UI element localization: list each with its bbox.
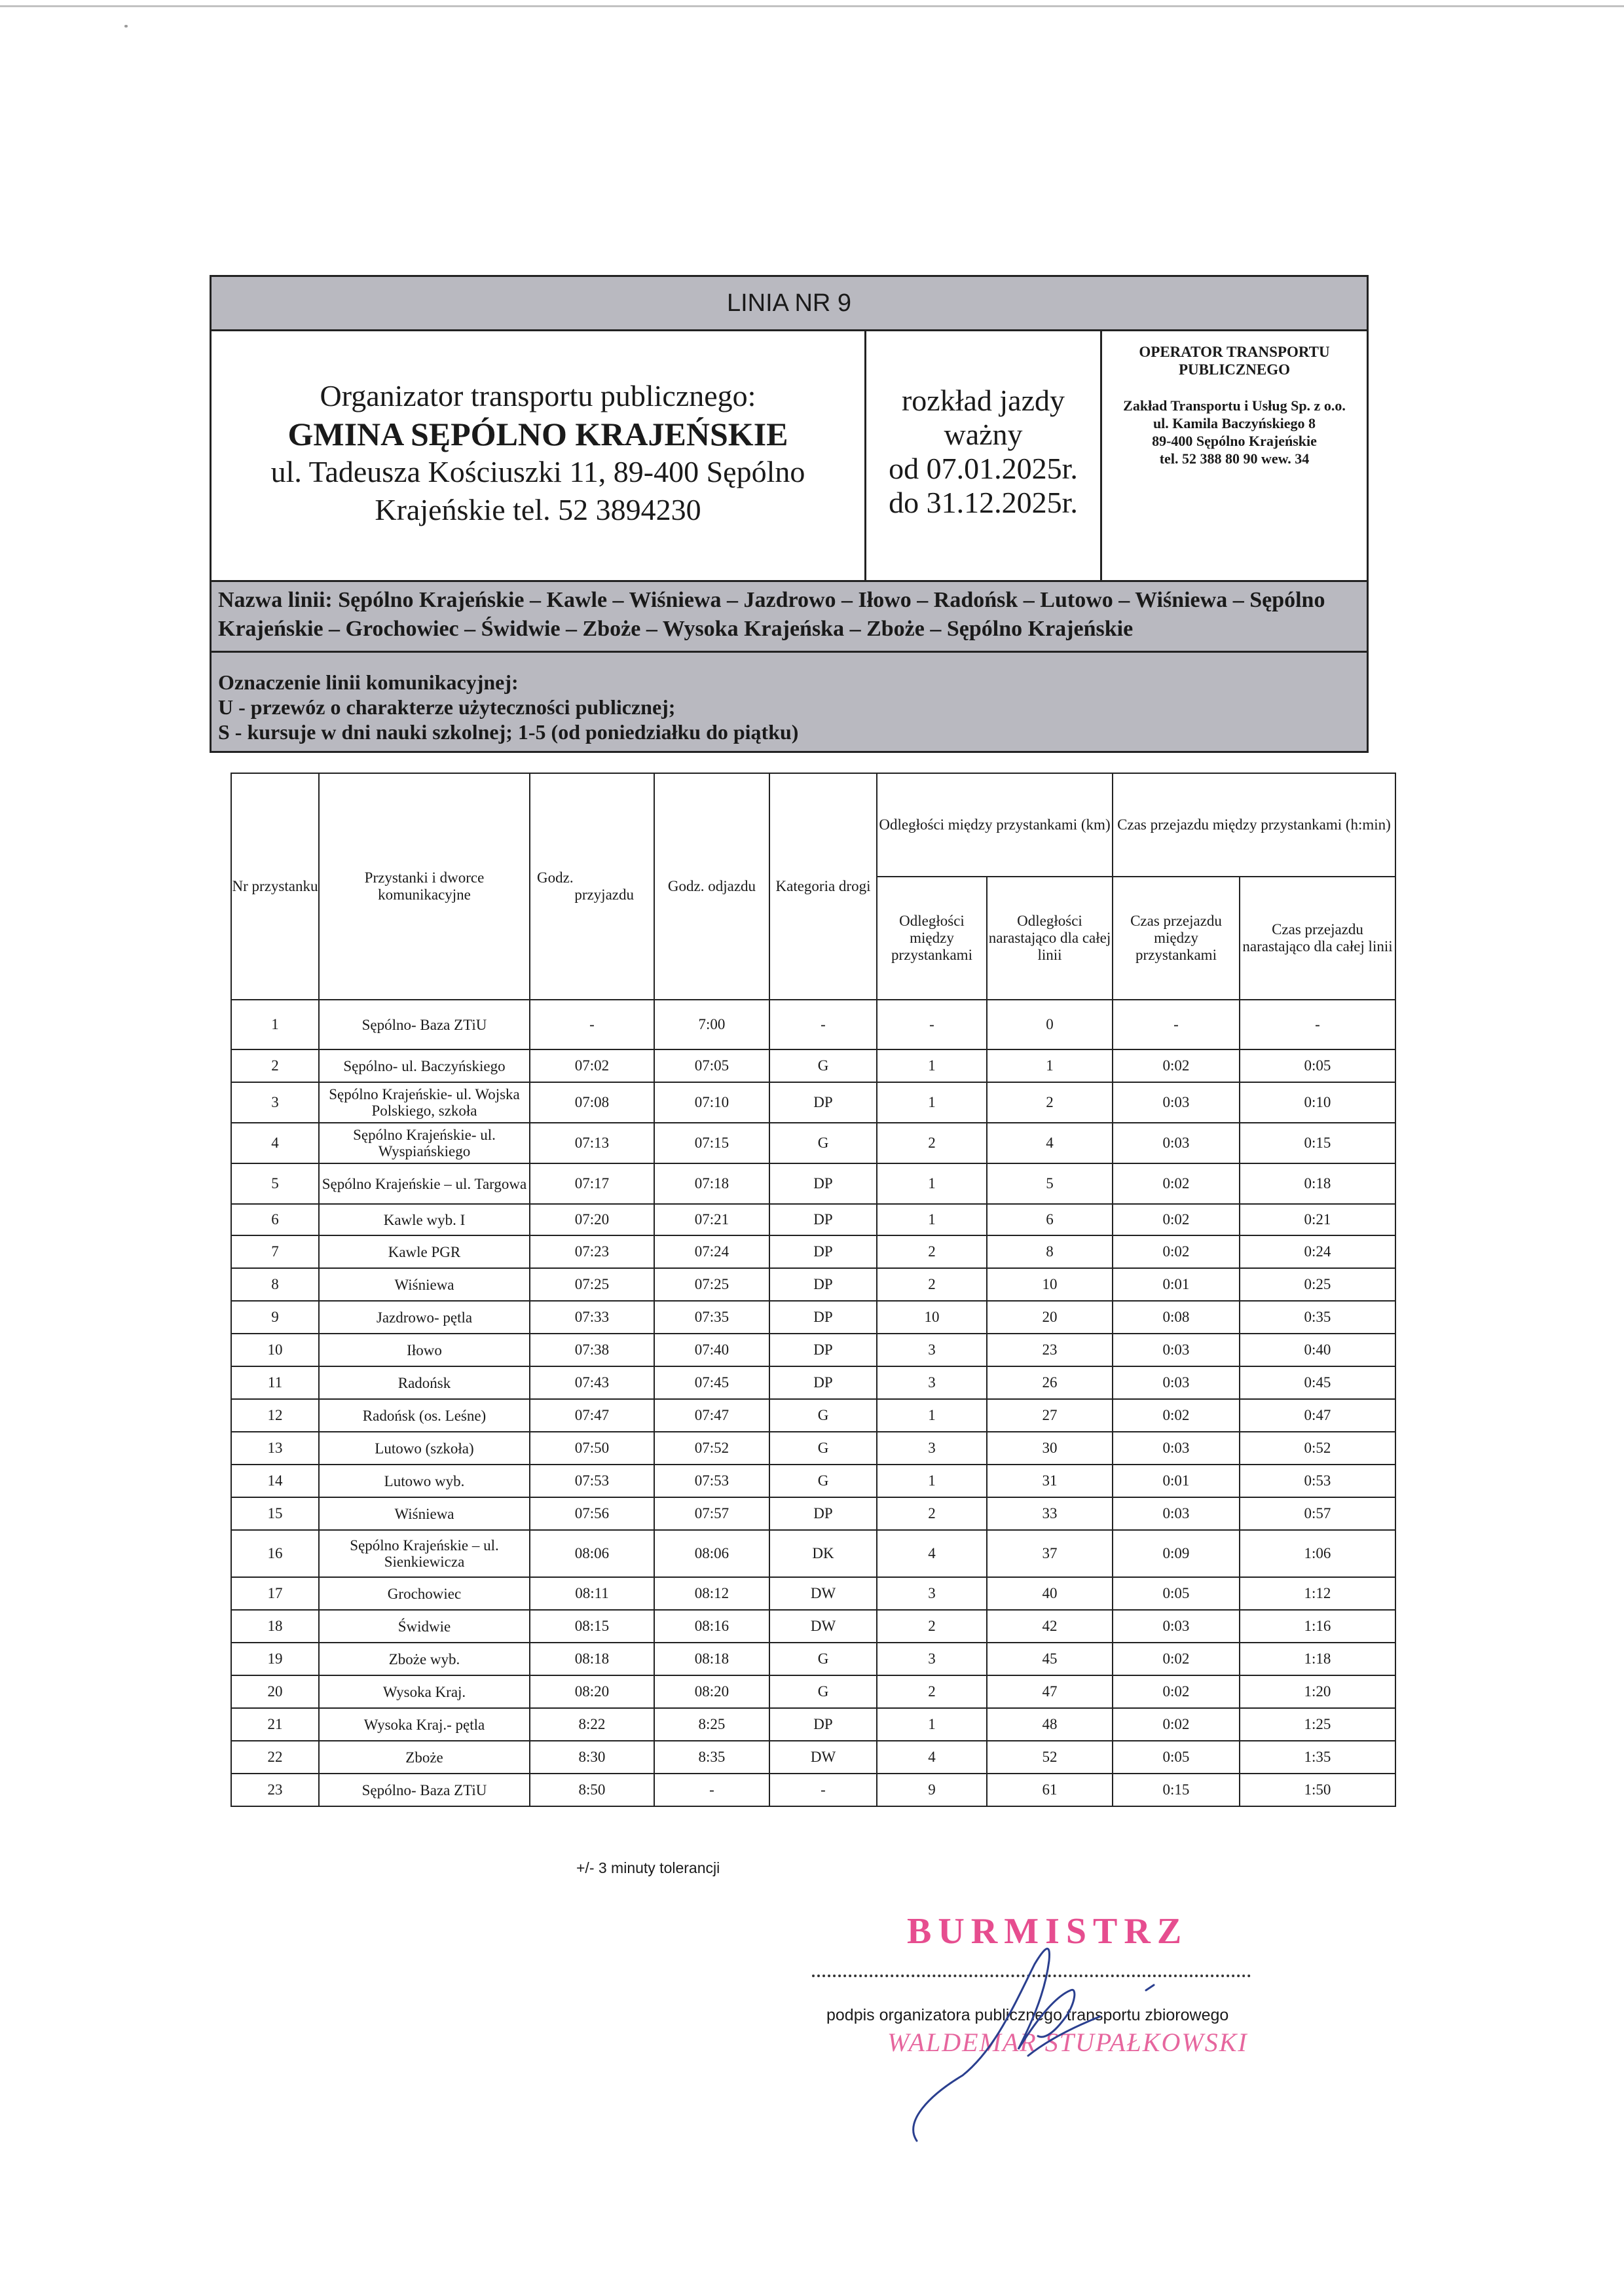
line-title: LINIA NR 9: [212, 277, 1367, 331]
cell-departure: 07:53: [654, 1465, 769, 1497]
cell-nr: 23: [231, 1774, 319, 1806]
signature-stroke: [913, 1948, 1154, 2141]
cell-arrival: 07:13: [530, 1123, 654, 1163]
cell-arrival: 08:11: [530, 1577, 654, 1610]
cell-category: DP: [769, 1163, 877, 1204]
validity-cell: [866, 331, 1102, 580]
col-header-arrival-1: Godz.: [537, 869, 574, 886]
cell-stop: Zboże wyb.: [319, 1643, 530, 1675]
validity-line-4: do 31.12.2025r.: [889, 486, 1078, 519]
cell-time-cum: 0:24: [1240, 1235, 1395, 1268]
cell-dist-cum: 4: [987, 1123, 1113, 1163]
cell-stop: Lutowo wyb.: [319, 1465, 530, 1497]
line-name-value: Sępólno Krajeńskie – Kawle – Wiśniewa – Jazdrowo – Iłowo – Radońsk – Lutowo – Wiśniewa – Sępólno Krajeńskie – Grochowiec – Świdwie – Zboże – Wysoka Krajeńska – Zboże – Sępólno Krajeńskie: [218, 588, 1325, 641]
cell-departure: 07:18: [654, 1163, 769, 1204]
cell-dist-between: 4: [877, 1741, 987, 1774]
cell-arrival: 08:06: [530, 1530, 654, 1577]
table-row: [231, 1123, 1395, 1163]
table-row: [231, 1530, 1395, 1577]
cell-time-between: 0:01: [1113, 1465, 1240, 1497]
signatory-name-stamp: WALDEMAR STUPAŁKOWSKI: [887, 2028, 1248, 2057]
cell-stop: Świdwie: [319, 1610, 530, 1643]
cell-time-cum: 0:45: [1240, 1366, 1395, 1399]
cell-departure: 8:25: [654, 1708, 769, 1741]
cell-dist-between: 1: [877, 1082, 987, 1123]
cell-departure: 08:18: [654, 1643, 769, 1675]
cell-stop: Wysoka Kraj.- pętla: [319, 1708, 530, 1741]
cell-category: G: [769, 1123, 877, 1163]
cell-time-cum: 1:06: [1240, 1530, 1395, 1577]
table-row: [231, 1643, 1395, 1675]
cell-departure: 07:21: [654, 1204, 769, 1235]
cell-category: DW: [769, 1577, 877, 1610]
cell-time-between: 0:02: [1113, 1708, 1240, 1741]
cell-time-cum: 0:53: [1240, 1465, 1395, 1497]
table-row: [231, 1366, 1395, 1399]
cell-time-cum: 1:18: [1240, 1643, 1395, 1675]
cell-time-cum: -: [1240, 1000, 1395, 1049]
cell-arrival: 08:15: [530, 1610, 654, 1643]
cell-dist-between: 2: [877, 1235, 987, 1268]
cell-dist-cum: 6: [987, 1204, 1113, 1235]
cell-time-between: 0:02: [1113, 1235, 1240, 1268]
cell-nr: 3: [231, 1082, 319, 1123]
organizer-cell: [212, 331, 866, 580]
cell-category: G: [769, 1675, 877, 1708]
sub-header-dist-between: Odległości między przystankami: [877, 877, 987, 1000]
cell-category: G: [769, 1432, 877, 1465]
sub-header-time-cum: Czas przejazdu narastająco dla całej linii: [1240, 877, 1395, 1000]
cell-time-between: 0:09: [1113, 1530, 1240, 1577]
organizer-address-2: Krajeńskie tel. 52 3894230: [375, 493, 701, 526]
cell-category: DW: [769, 1741, 877, 1774]
cell-nr: 17: [231, 1577, 319, 1610]
cell-dist-cum: 5: [987, 1163, 1113, 1204]
cell-dist-cum: 8: [987, 1235, 1113, 1268]
cell-stop: Iłowo: [319, 1334, 530, 1366]
operator-line-2: ul. Kamila Baczyńskiego 8: [1153, 415, 1316, 431]
line-name-label: Nazwa linii:: [218, 588, 333, 612]
cell-time-between: 0:03: [1113, 1432, 1240, 1465]
cell-arrival: 08:18: [530, 1643, 654, 1675]
cell-time-between: 0:03: [1113, 1334, 1240, 1366]
cell-nr: 4: [231, 1123, 319, 1163]
cell-category: -: [769, 1000, 877, 1049]
cell-time-cum: 1:25: [1240, 1708, 1395, 1741]
table-row: [231, 1432, 1395, 1465]
cell-dist-cum: 27: [987, 1399, 1113, 1432]
cell-departure: 07:40: [654, 1334, 769, 1366]
cell-category: DP: [769, 1204, 877, 1235]
cell-time-cum: 0:05: [1240, 1049, 1395, 1082]
table-row: [231, 1708, 1395, 1741]
cell-arrival: -: [530, 1000, 654, 1049]
cell-time-cum: 1:35: [1240, 1741, 1395, 1774]
cell-dist-between: 1: [877, 1399, 987, 1432]
cell-category: DW: [769, 1610, 877, 1643]
header-block: [210, 275, 1369, 753]
col-header-category: Kategoria drogi: [769, 773, 877, 1000]
cell-dist-between: 2: [877, 1610, 987, 1643]
cell-departure: 8:35: [654, 1741, 769, 1774]
cell-dist-between: 4: [877, 1530, 987, 1577]
cell-arrival: 8:22: [530, 1708, 654, 1741]
table-row: [231, 1774, 1395, 1806]
cell-dist-cum: 10: [987, 1268, 1113, 1301]
cell-stop: Radońsk (os. Leśne): [319, 1399, 530, 1432]
line-name-row: [212, 582, 1367, 653]
table-row: [231, 1741, 1395, 1774]
cell-stop: Sępólno Krajeńskie – ul. Sienkiewicza: [319, 1530, 530, 1577]
cell-stop: Jazdrowo- pętla: [319, 1301, 530, 1334]
cell-nr: 16: [231, 1530, 319, 1577]
cell-nr: 15: [231, 1497, 319, 1530]
cell-stop: Sępólno Krajeńskie- ul. Wyspiańskiego: [319, 1123, 530, 1163]
cell-category: G: [769, 1049, 877, 1082]
validity-line-2: ważny: [944, 418, 1023, 451]
cell-dist-between: 2: [877, 1675, 987, 1708]
handwritten-signature: [904, 1925, 1179, 2160]
cell-nr: 22: [231, 1741, 319, 1774]
organizer-address-1: ul. Tadeusza Kościuszki 11, 89-400 Sępólno: [270, 455, 805, 488]
cell-category: DP: [769, 1708, 877, 1741]
table-row: [231, 1675, 1395, 1708]
table-row: [231, 1082, 1395, 1123]
cell-time-between: -: [1113, 1000, 1240, 1049]
cell-time-cum: 1:20: [1240, 1675, 1395, 1708]
col-header-nr: Nr przystanku: [231, 773, 319, 1000]
cell-dist-cum: 61: [987, 1774, 1113, 1806]
cell-dist-cum: 47: [987, 1675, 1113, 1708]
cell-stop: Sępólno Krajeńskie – ul. Targowa: [319, 1163, 530, 1204]
table-row: [231, 1204, 1395, 1235]
cell-departure: 08:06: [654, 1530, 769, 1577]
designation-heading: Oznaczenie linii komunikacyjnej:: [218, 670, 519, 694]
cell-stop: Radońsk: [319, 1366, 530, 1399]
cell-dist-between: 1: [877, 1465, 987, 1497]
cell-stop: Sępólno- Baza ZTiU: [319, 1774, 530, 1806]
timetable-body: [231, 1000, 1395, 1806]
cell-time-between: 0:03: [1113, 1123, 1240, 1163]
cell-dist-cum: 23: [987, 1334, 1113, 1366]
cell-category: DP: [769, 1497, 877, 1530]
cell-nr: 12: [231, 1399, 319, 1432]
table-row: [231, 1163, 1395, 1204]
cell-arrival: 8:50: [530, 1774, 654, 1806]
col-header-arrival-2: przyjazdu: [574, 886, 634, 903]
cell-departure: 7:00: [654, 1000, 769, 1049]
cell-dist-cum: 1: [987, 1049, 1113, 1082]
cell-departure: 07:57: [654, 1497, 769, 1530]
cell-stop: Zboże: [319, 1741, 530, 1774]
cell-arrival: 07:08: [530, 1082, 654, 1123]
cell-nr: 9: [231, 1301, 319, 1334]
cell-stop: Kawle wyb. I: [319, 1204, 530, 1235]
operator-line-3: 89-400 Sępólno Krajeńskie: [1152, 433, 1317, 449]
cell-stop: Grochowiec: [319, 1577, 530, 1610]
cell-stop: Sępólno- Baza ZTiU: [319, 1000, 530, 1049]
designation-row: [212, 653, 1367, 751]
col-header-departure: Godz. odjazdu: [654, 773, 769, 1000]
cell-category: DP: [769, 1366, 877, 1399]
cell-dist-cum: 52: [987, 1741, 1113, 1774]
table-row: [231, 1049, 1395, 1082]
cell-stop: Kawle PGR: [319, 1235, 530, 1268]
cell-dist-between: 3: [877, 1577, 987, 1610]
cell-dist-cum: 26: [987, 1366, 1113, 1399]
cell-dist-cum: 0: [987, 1000, 1113, 1049]
cell-departure: 07:10: [654, 1082, 769, 1123]
cell-arrival: 07:56: [530, 1497, 654, 1530]
cell-dist-cum: 48: [987, 1708, 1113, 1741]
cell-dist-cum: 31: [987, 1465, 1113, 1497]
cell-time-cum: 0:21: [1240, 1204, 1395, 1235]
cell-category: DP: [769, 1334, 877, 1366]
operator-heading: OPERATOR TRANSPORTU PUBLICZNEGO: [1139, 344, 1330, 378]
cell-dist-cum: 37: [987, 1530, 1113, 1577]
group-header-distance: Odległości między przystankami (km): [877, 773, 1113, 877]
cell-time-between: 0:02: [1113, 1204, 1240, 1235]
cell-category: DP: [769, 1268, 877, 1301]
col-header-stops: Przystanki i dworce komunikacyjne: [319, 773, 530, 1000]
cell-departure: 07:24: [654, 1235, 769, 1268]
cell-arrival: 07:43: [530, 1366, 654, 1399]
cell-departure: 07:15: [654, 1123, 769, 1163]
cell-time-between: 0:03: [1113, 1366, 1240, 1399]
cell-dist-cum: 33: [987, 1497, 1113, 1530]
cell-nr: 2: [231, 1049, 319, 1082]
cell-nr: 19: [231, 1643, 319, 1675]
cell-time-between: 0:05: [1113, 1577, 1240, 1610]
cell-dist-between: -: [877, 1000, 987, 1049]
cell-nr: 1: [231, 1000, 319, 1049]
table-row: [231, 1268, 1395, 1301]
cell-dist-cum: 42: [987, 1610, 1113, 1643]
cell-arrival: 07:53: [530, 1465, 654, 1497]
cell-dist-between: 3: [877, 1334, 987, 1366]
organizer-name: GMINA SĘPÓLNO KRAJEŃSKIE: [287, 416, 788, 452]
cell-arrival: 07:33: [530, 1301, 654, 1334]
cell-time-cum: 0:18: [1240, 1163, 1395, 1204]
cell-category: -: [769, 1774, 877, 1806]
cell-dist-between: 9: [877, 1774, 987, 1806]
cell-nr: 21: [231, 1708, 319, 1741]
cell-category: G: [769, 1643, 877, 1675]
cell-dist-between: 3: [877, 1432, 987, 1465]
operator-line-1: Zakład Transportu i Usług Sp. z o.o.: [1123, 397, 1346, 414]
table-row: [231, 1465, 1395, 1497]
cell-nr: 8: [231, 1268, 319, 1301]
cell-time-between: 0:03: [1113, 1610, 1240, 1643]
cell-dist-between: 1: [877, 1708, 987, 1741]
cell-stop: Sępólno- ul. Baczyńskiego: [319, 1049, 530, 1082]
cell-dist-cum: 30: [987, 1432, 1113, 1465]
cell-time-cum: 0:10: [1240, 1082, 1395, 1123]
table-row: [231, 1577, 1395, 1610]
cell-time-between: 0:05: [1113, 1741, 1240, 1774]
cell-dist-cum: 45: [987, 1643, 1113, 1675]
cell-category: G: [769, 1399, 877, 1432]
sub-header-dist-cum: Odległości narastająco dla całej linii: [987, 877, 1113, 1000]
burmistrz-stamp: BURMISTRZ: [907, 1911, 1189, 1952]
cell-stop: Wiśniewa: [319, 1268, 530, 1301]
sub-header-time-between: Czas przejazdu między przystankami: [1113, 877, 1240, 1000]
validity-line-1: rozkład jazdy: [901, 384, 1065, 417]
table-row: [231, 1235, 1395, 1268]
cell-arrival: 07:50: [530, 1432, 654, 1465]
cell-nr: 5: [231, 1163, 319, 1204]
cell-dist-between: 1: [877, 1163, 987, 1204]
cell-category: DP: [769, 1235, 877, 1268]
cell-departure: -: [654, 1774, 769, 1806]
cell-dist-between: 2: [877, 1123, 987, 1163]
cell-arrival: 8:30: [530, 1741, 654, 1774]
cell-arrival: 08:20: [530, 1675, 654, 1708]
cell-nr: 7: [231, 1235, 319, 1268]
operator-line-4: tel. 52 388 80 90 wew. 34: [1159, 450, 1310, 467]
cell-time-cum: 0:15: [1240, 1123, 1395, 1163]
cell-nr: 10: [231, 1334, 319, 1366]
cell-time-cum: 0:57: [1240, 1497, 1395, 1530]
validity-line-3: od 07.01.2025r.: [889, 452, 1078, 485]
cell-time-between: 0:02: [1113, 1399, 1240, 1432]
cell-time-cum: 0:25: [1240, 1268, 1395, 1301]
operator-cell: [1102, 331, 1367, 580]
cell-departure: 08:16: [654, 1610, 769, 1643]
cell-category: G: [769, 1465, 877, 1497]
cell-time-cum: 0:40: [1240, 1334, 1395, 1366]
table-row: [231, 1000, 1395, 1049]
table-row: [231, 1610, 1395, 1643]
cell-dist-between: 3: [877, 1366, 987, 1399]
cell-dist-between: 2: [877, 1497, 987, 1530]
cell-dist-between: 1: [877, 1204, 987, 1235]
designation-s: S - kursuje w dni nauki szkolnej; 1-5 (od poniedziałku do piątku): [218, 720, 799, 744]
cell-departure: 07:47: [654, 1399, 769, 1432]
cell-time-between: 0:02: [1113, 1675, 1240, 1708]
cell-time-cum: 0:52: [1240, 1432, 1395, 1465]
table-row: [231, 1399, 1395, 1432]
cell-time-between: 0:02: [1113, 1643, 1240, 1675]
cell-nr: 13: [231, 1432, 319, 1465]
cell-arrival: 07:20: [530, 1204, 654, 1235]
cell-departure: 07:25: [654, 1268, 769, 1301]
cell-time-between: 0:01: [1113, 1268, 1240, 1301]
cell-dist-between: 2: [877, 1268, 987, 1301]
scan-edge-line: [0, 5, 1624, 7]
cell-time-cum: 0:47: [1240, 1399, 1395, 1432]
cell-nr: 20: [231, 1675, 319, 1708]
signature-caption: podpis organizatora publicznego transportu zbiorowego: [826, 2006, 1229, 2024]
cell-time-between: 0:08: [1113, 1301, 1240, 1334]
table-row: [231, 1334, 1395, 1366]
cell-nr: 18: [231, 1610, 319, 1643]
cell-time-cum: 1:16: [1240, 1610, 1395, 1643]
cell-nr: 6: [231, 1204, 319, 1235]
timetable: [231, 773, 1396, 1807]
cell-arrival: 07:02: [530, 1049, 654, 1082]
cell-time-cum: 1:50: [1240, 1774, 1395, 1806]
col-header-arrival: [530, 773, 654, 1000]
cell-stop: Sępólno Krajeńskie- ul. Wojska Polskiego, szkoła: [319, 1082, 530, 1123]
group-header-time: Czas przejazdu między przystankami (h:min): [1113, 773, 1395, 877]
cell-arrival: 07:38: [530, 1334, 654, 1366]
cell-time-between: 0:02: [1113, 1049, 1240, 1082]
cell-category: DP: [769, 1082, 877, 1123]
cell-nr: 11: [231, 1366, 319, 1399]
cell-time-between: 0:02: [1113, 1163, 1240, 1204]
cell-time-between: 0:15: [1113, 1774, 1240, 1806]
cell-stop: Wiśniewa: [319, 1497, 530, 1530]
cell-arrival: 07:47: [530, 1399, 654, 1432]
designation-u: U - przewóz o charakterze użyteczności publicznej;: [218, 695, 676, 719]
cell-time-cum: 0:35: [1240, 1301, 1395, 1334]
cell-dist-cum: 20: [987, 1301, 1113, 1334]
cell-category: DP: [769, 1301, 877, 1334]
cell-dist-cum: 2: [987, 1082, 1113, 1123]
cell-dist-between: 3: [877, 1643, 987, 1675]
cell-time-between: 0:03: [1113, 1497, 1240, 1530]
cell-category: DK: [769, 1530, 877, 1577]
cell-departure: 07:45: [654, 1366, 769, 1399]
header-info-row: [212, 331, 1367, 582]
organizer-label: Organizator transportu publicznego:: [320, 379, 756, 412]
tolerance-note: +/- 3 minuty tolerancji: [576, 1859, 720, 1876]
table-row: [231, 1301, 1395, 1334]
scan-speck: [124, 25, 128, 27]
cell-departure: 07:05: [654, 1049, 769, 1082]
cell-nr: 14: [231, 1465, 319, 1497]
cell-stop: Wysoka Kraj.: [319, 1675, 530, 1708]
cell-arrival: 07:23: [530, 1235, 654, 1268]
cell-dist-cum: 40: [987, 1577, 1113, 1610]
cell-stop: Lutowo (szkoła): [319, 1432, 530, 1465]
cell-departure: 08:20: [654, 1675, 769, 1708]
cell-time-between: 0:03: [1113, 1082, 1240, 1123]
cell-arrival: 07:17: [530, 1163, 654, 1204]
cell-time-cum: 1:12: [1240, 1577, 1395, 1610]
cell-arrival: 07:25: [530, 1268, 654, 1301]
cell-dist-between: 1: [877, 1049, 987, 1082]
cell-departure: 07:52: [654, 1432, 769, 1465]
cell-dist-between: 10: [877, 1301, 987, 1334]
table-row: [231, 1497, 1395, 1530]
cell-departure: 07:35: [654, 1301, 769, 1334]
cell-departure: 08:12: [654, 1577, 769, 1610]
